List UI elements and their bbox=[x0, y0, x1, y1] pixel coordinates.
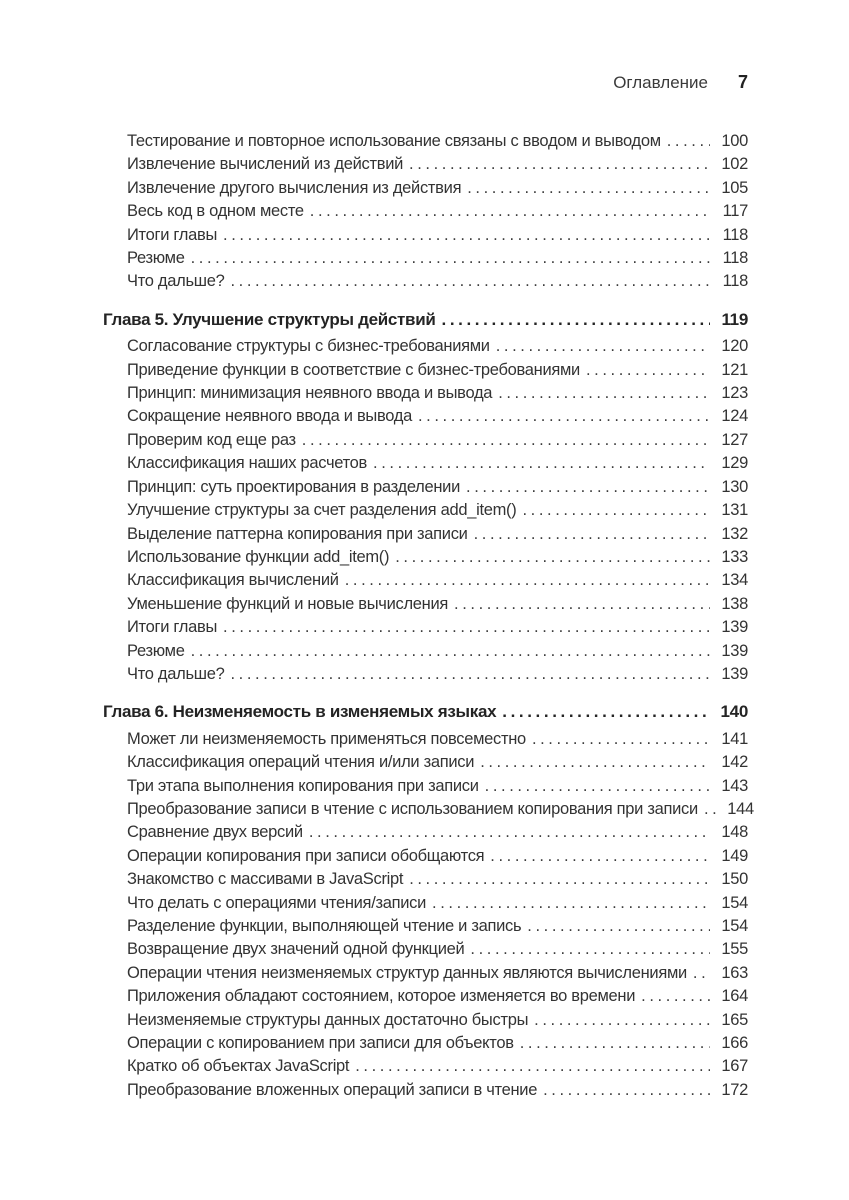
toc-entry bbox=[103, 868, 748, 891]
toc-entry bbox=[103, 1009, 748, 1032]
dot-leader bbox=[302, 429, 710, 452]
toc-entry bbox=[103, 359, 748, 382]
entry-title: Выделение паттерна копирования при записи bbox=[127, 524, 468, 543]
entry-page-number: 119 bbox=[721, 309, 748, 329]
entry-title: Резюме bbox=[127, 249, 185, 268]
entry-title: Классификация наших расчетов bbox=[127, 454, 368, 473]
dot-leader bbox=[520, 1032, 710, 1055]
entry-title: Приложения обладают состоянием, которое изменяется во времени bbox=[127, 987, 636, 1006]
entry-title: Преобразование вложенных операций записи в чтение bbox=[127, 1080, 538, 1099]
entry-title: Что дальше? bbox=[127, 272, 225, 291]
dot-leader bbox=[223, 224, 710, 247]
entry-title: Приведение функции в соответствие с бизнес-требованиями bbox=[127, 360, 580, 379]
entry-page-number: 150 bbox=[721, 870, 748, 889]
dot-leader bbox=[230, 270, 710, 293]
toc-entry bbox=[103, 499, 748, 522]
toc-entry bbox=[103, 405, 748, 428]
dot-leader bbox=[191, 640, 710, 663]
header-title: Оглавление bbox=[613, 73, 708, 92]
dot-leader bbox=[466, 476, 710, 499]
toc-section bbox=[103, 308, 748, 687]
toc-entry bbox=[103, 546, 748, 569]
dot-leader bbox=[474, 523, 710, 546]
toc-entry bbox=[103, 429, 748, 452]
entry-title: Тестирование и повторное использование связаны с вводом и выводом bbox=[127, 132, 661, 150]
toc-entry bbox=[103, 798, 754, 821]
toc-entry bbox=[103, 247, 748, 270]
entry-page-number: 154 bbox=[721, 917, 748, 935]
entry-title: Возвращение двух значений одной функцией bbox=[127, 940, 465, 959]
entry-page-number: 130 bbox=[721, 477, 748, 496]
entry-page-number: 139 bbox=[721, 618, 748, 637]
entry-title: Уменьшение функций и новые вычисления bbox=[127, 594, 449, 613]
dot-leader bbox=[490, 845, 710, 868]
toc-entry bbox=[103, 985, 748, 1008]
toc-entry bbox=[103, 962, 748, 985]
dot-leader bbox=[230, 663, 710, 686]
toc-entry bbox=[103, 751, 748, 774]
toc-entry bbox=[103, 1079, 748, 1102]
entry-page-number: 102 bbox=[721, 155, 748, 174]
toc-entry bbox=[103, 130, 748, 153]
entry-title: Извлечение вычислений из действий bbox=[127, 155, 404, 174]
entry-page-number: 123 bbox=[721, 384, 748, 403]
toc-entry bbox=[103, 523, 748, 546]
toc-entry bbox=[103, 616, 748, 639]
entry-title: Три этапа выполнения копирования при записи bbox=[127, 776, 479, 795]
dot-leader bbox=[467, 177, 710, 200]
dot-leader bbox=[309, 821, 710, 844]
toc-entry bbox=[103, 640, 748, 663]
dot-leader bbox=[534, 1009, 710, 1032]
toc-entry bbox=[103, 728, 748, 751]
entry-page-number: 139 bbox=[721, 641, 748, 660]
entry-page-number: 118 bbox=[722, 272, 748, 291]
entry-page-number: 100 bbox=[721, 132, 748, 150]
entry-page-number: 118 bbox=[722, 249, 748, 268]
entry-title: Сравнение двух версий bbox=[127, 823, 303, 842]
dot-leader bbox=[502, 700, 710, 723]
entry-title: Что дальше? bbox=[127, 664, 225, 683]
entry-page-number: 129 bbox=[721, 454, 748, 473]
entry-page-number: 155 bbox=[721, 940, 748, 959]
toc-section bbox=[103, 130, 748, 294]
dot-leader bbox=[418, 405, 710, 428]
entry-page-number: 164 bbox=[721, 987, 748, 1006]
dot-leader bbox=[704, 798, 716, 821]
entry-title: Использование функции add_item() bbox=[127, 547, 390, 566]
entry-page-number: 140 bbox=[720, 702, 748, 722]
dot-leader bbox=[586, 359, 710, 382]
entry-title: Сокращение неявного ввода и вывода bbox=[127, 407, 412, 426]
dot-leader bbox=[527, 915, 710, 938]
entry-title: Итоги главы bbox=[127, 618, 218, 637]
toc-entry bbox=[103, 821, 748, 844]
entry-title: Принцип: минимизация неявного ввода и вывода bbox=[127, 384, 493, 403]
toc-entry bbox=[103, 452, 748, 475]
toc-section bbox=[103, 700, 754, 1102]
dot-leader bbox=[498, 382, 710, 405]
dot-leader bbox=[432, 892, 710, 915]
entry-page-number: 166 bbox=[721, 1034, 748, 1053]
entry-page-number: 142 bbox=[721, 753, 748, 772]
dot-leader bbox=[693, 962, 710, 985]
entry-page-number: 132 bbox=[721, 524, 748, 543]
toc-entry bbox=[103, 382, 748, 405]
entry-title: Принцип: суть проектирования в разделении bbox=[127, 477, 461, 496]
toc-entry bbox=[103, 845, 748, 868]
entry-title: Глава 6. Неизменяемость в изменяемых языках bbox=[103, 702, 497, 722]
entry-page-number: 134 bbox=[721, 571, 748, 590]
page-header bbox=[103, 71, 748, 94]
entry-title: Весь код в одном месте bbox=[127, 202, 304, 221]
entry-page-number: 120 bbox=[721, 337, 748, 356]
page-content bbox=[103, 71, 754, 1102]
dot-leader bbox=[345, 569, 710, 592]
dot-leader bbox=[522, 499, 710, 522]
toc-entry bbox=[103, 476, 748, 499]
toc-entry bbox=[103, 663, 748, 686]
entry-title: Итоги главы bbox=[127, 225, 218, 244]
dot-leader bbox=[667, 130, 710, 153]
entry-title: Преобразование записи в чтение с использованием копирования при записи bbox=[127, 799, 698, 818]
entry-title: Что делать с операциями чтения/записи bbox=[127, 893, 427, 912]
entry-title: Извлечение другого вычисления из действия bbox=[127, 178, 462, 197]
entry-title: Глава 5. Улучшение структуры действий bbox=[103, 309, 436, 329]
toc-entry bbox=[103, 569, 748, 592]
entry-title: Знакомство с массивами в JavaScript bbox=[127, 870, 404, 889]
toc-chapter-heading bbox=[103, 700, 748, 723]
dot-leader bbox=[409, 153, 710, 176]
dot-leader bbox=[480, 751, 710, 774]
entry-title: Резюме bbox=[127, 641, 185, 660]
entry-page-number: 133 bbox=[721, 547, 748, 566]
entry-page-number: 118 bbox=[722, 225, 748, 244]
toc-entry bbox=[103, 200, 748, 223]
dot-leader bbox=[442, 308, 710, 331]
toc-entry bbox=[103, 224, 748, 247]
dot-leader bbox=[532, 728, 710, 751]
entry-page-number: 172 bbox=[721, 1080, 748, 1099]
entry-title: Согласование структуры с бизнес-требованиями bbox=[127, 337, 490, 356]
dot-leader bbox=[310, 200, 710, 223]
entry-title: Операции копирования при записи обобщаются bbox=[127, 846, 485, 865]
toc-entry bbox=[103, 892, 748, 915]
entry-title: Неизменяемые структуры данных достаточно быстры bbox=[127, 1010, 529, 1029]
toc-entry bbox=[103, 1055, 748, 1078]
toc-entry bbox=[103, 177, 748, 200]
entry-title: Может ли неизменяемость применяться повсеместно bbox=[127, 729, 526, 748]
entry-page-number: 138 bbox=[721, 594, 748, 613]
entry-title: Улучшение структуры за счет разделения add_item() bbox=[127, 501, 517, 520]
entry-page-number: 154 bbox=[721, 893, 748, 912]
dot-leader bbox=[191, 247, 710, 270]
toc-entry bbox=[103, 938, 748, 961]
toc-list bbox=[103, 130, 754, 1102]
entry-page-number: 121 bbox=[721, 360, 748, 379]
entry-page-number: 167 bbox=[721, 1057, 748, 1076]
entry-title: Классификация операций чтения и/или записи bbox=[127, 753, 475, 772]
dot-leader bbox=[496, 335, 710, 358]
entry-title: Классификация вычислений bbox=[127, 571, 339, 590]
dot-leader bbox=[485, 775, 710, 798]
entry-page-number: 149 bbox=[721, 846, 748, 865]
dot-leader bbox=[395, 546, 710, 569]
entry-page-number: 148 bbox=[721, 823, 748, 842]
dot-leader bbox=[543, 1079, 710, 1102]
toc-entry bbox=[103, 335, 748, 358]
entry-page-number: 144 bbox=[727, 799, 754, 818]
toc-entry bbox=[103, 1032, 748, 1055]
entry-title: Операции чтения неизменяемых структур данных являются вычислениями bbox=[127, 963, 687, 982]
entry-title: Кратко об объектах JavaScript bbox=[127, 1057, 350, 1076]
entry-title: Проверим код еще раз bbox=[127, 430, 296, 449]
entry-page-number: 105 bbox=[721, 178, 748, 197]
toc-entry bbox=[103, 915, 748, 938]
dot-leader bbox=[470, 938, 710, 961]
entry-page-number: 131 bbox=[721, 501, 748, 520]
entry-page-number: 139 bbox=[721, 664, 748, 683]
toc-entry bbox=[103, 593, 748, 616]
entry-page-number: 163 bbox=[721, 963, 748, 982]
dot-leader bbox=[454, 593, 710, 616]
dot-leader bbox=[373, 452, 710, 475]
entry-page-number: 127 bbox=[721, 430, 748, 449]
entry-page-number: 117 bbox=[722, 202, 748, 221]
entry-title: Операции с копированием при записи для объектов bbox=[127, 1034, 514, 1053]
entry-page-number: 141 bbox=[721, 729, 748, 748]
entry-page-number: 124 bbox=[721, 407, 748, 426]
dot-leader bbox=[409, 868, 710, 891]
toc-entry bbox=[103, 775, 748, 798]
entry-title: Разделение функции, выполняющей чтение и запись bbox=[127, 917, 522, 935]
toc-entry bbox=[103, 270, 748, 293]
dot-leader bbox=[355, 1055, 710, 1078]
dot-leader bbox=[641, 985, 710, 1008]
toc-chapter-heading bbox=[103, 308, 748, 331]
entry-page-number: 165 bbox=[721, 1010, 748, 1029]
toc-entry bbox=[103, 153, 748, 176]
entry-page-number: 143 bbox=[721, 776, 748, 795]
header-page-number: 7 bbox=[737, 72, 748, 92]
dot-leader bbox=[223, 616, 710, 639]
